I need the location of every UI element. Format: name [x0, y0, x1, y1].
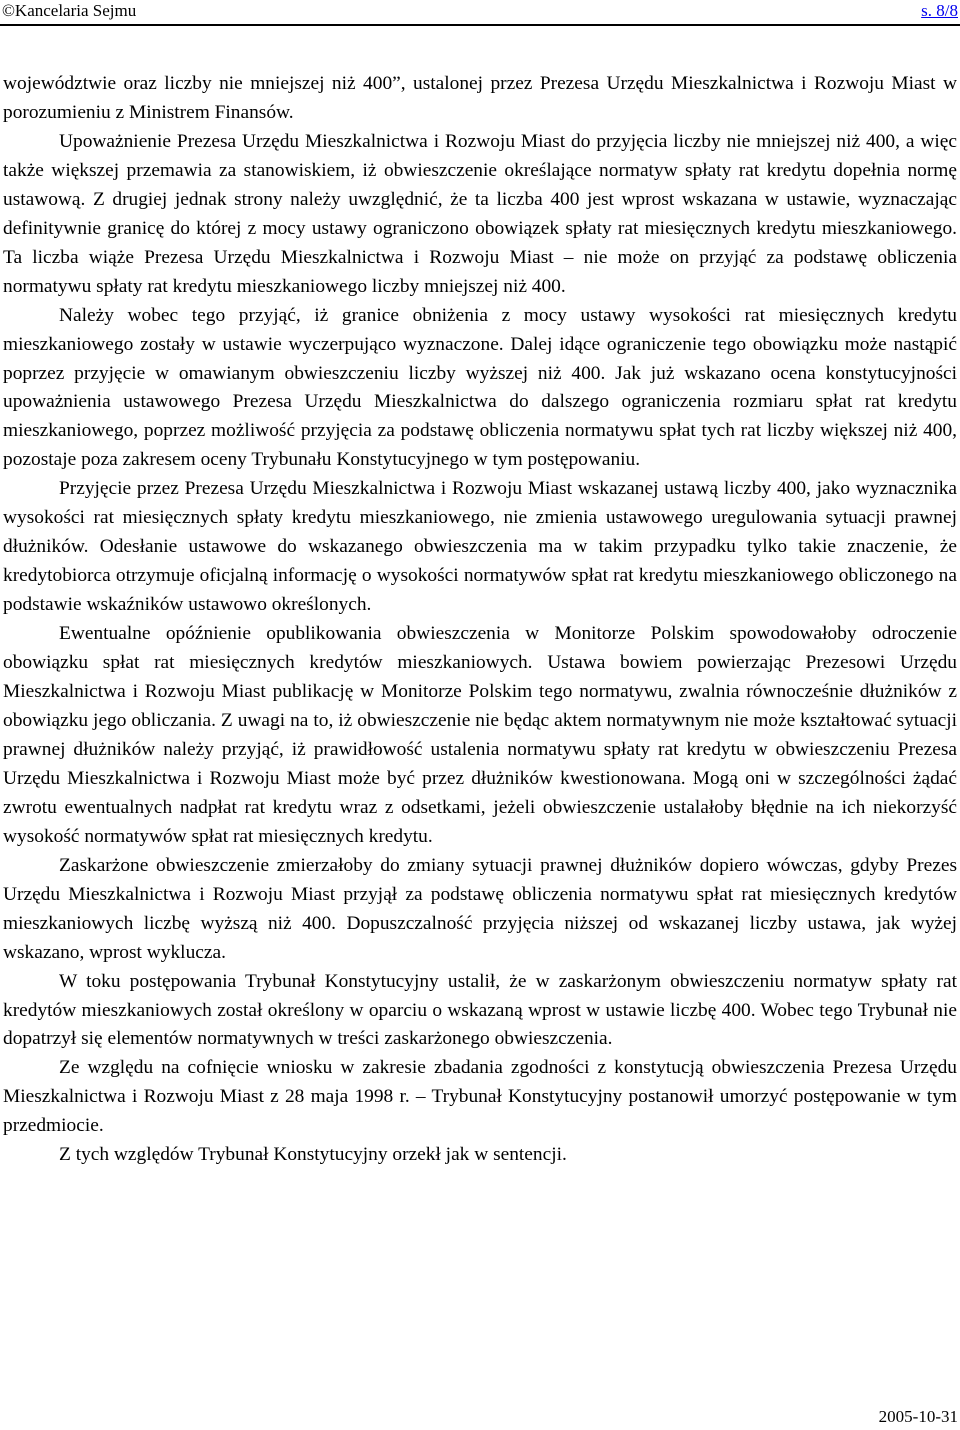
paragraph-7: W toku postępowania Trybunał Konstytucyjny ustalił, że w zaskarżonym obwieszczeniu normatyw spłaty rat kredytów mieszkaniowych został określony w oparciu o wskazaną wprost w ustawie liczbę 400. Wobec tego Trybunał nie dopatrzył się elementów normatywnych w treści zaskarżonego obwieszczenia.	[3, 970, 957, 1050]
header-divider	[0, 24, 960, 26]
paragraph-8: Ze względu na cofnięcie wniosku w zakresie zbadania zgodności z konstytucją obwieszczenia Prezesa Urzędu Mieszkalnictwa i Rozwoju Miast z 28 maja 1998 r. – Trybunał Konstytucyjny postanowił umorzyć postępowanie w tym przedmiocie.	[3, 1057, 957, 1137]
paragraph-6: Zaskarżone obwieszczenie zmierzałoby do zmiany sytuacji prawnej dłużników dopiero wówczas, gdyby Prezes Urzędu Mieszkalnictwa i Rozwoju Miast przyjął za podstawę obliczenia normatywu spłat rat miesięcznych kredytów mieszkaniowych liczbę wyższą niż 400. Dopuszczalność przyjęcia niższej od wskazanej liczby ustawa, jak wyżej wskazano, wprost wyklucza.	[3, 854, 957, 963]
copyright-label: ©Kancelaria Sejmu	[2, 1, 137, 20]
page-number-link[interactable]: s. 8/8	[921, 1, 958, 20]
paragraph-9: Z tych względów Trybunał Konstytucyjny orzekł jak w sentencji.	[59, 1144, 567, 1166]
paragraph-5: Ewentualne opóźnienie opublikowania obwieszczenia w Monitorze Polskim spowodowałoby odroczenie obowiązku spłat rat miesięcznych kredytów mieszkaniowych. Ustawa bowiem powierzając Prezesowi Urzędu Mieszkalnictwa i Rozwoju Miast publikację w Monitorze Polskim tego normatywu, zwalnia równocześnie dłużników z obowiązku jego obliczania. Z uwagi na to, iż obwieszczenie nie będąc aktem normatywnym nie może kształtować sytuacji prawnej dłużników należy przyjąć, iż prawidłowość ustalenia normatywu spłaty rat kredytu w obwieszczeniu Prezesa Urzędu Mieszkalnictwa i Rozwoju Miast może być przez dłużników kwestionowana. Mogą oni w szczególności żądać zwrotu ewentualnych nadpłat rat kredytu wraz z odsetkami, jeżeli obwieszczenie ustalałoby błędnie na ich niekorzyść wysokość normatywów spłat rat miesięcznych kredytu.	[3, 623, 957, 847]
page-header	[0, 0, 960, 22]
paragraph-3: Należy wobec tego przyjąć, iż granice obniżenia z mocy ustawy wysokości rat miesięcznych kredytu mieszkaniowego zostały w ustawie wyczerpująco wyznaczone. Dalej idące ograniczenie tego obowiązku może nastąpić poprzez przyjęcie w omawianym obwieszczeniu liczby wyższej niż 400. Jak już wskazano ocena konstytucyjności upoważnienia ustawowego Prezesa Urzędu Mieszkalnictwa do dalszego ograniczenia rozmiaru spłat rat kredytu mieszkaniowego, poprzez możliwość przyjęcia za podstawę obliczenia normatywu spłat tych rat liczby większej niż 400, pozostaje poza zakresem oceny Trybunału Konstytucyjnego w tym postępowaniu.	[3, 304, 957, 471]
paragraph-2: Upoważnienie Prezesa Urzędu Mieszkalnictwa i Rozwoju Miast do przyjęcia liczby nie mniejszej niż 400, a więc także większej przemawia za stanowiskiem, iż obwieszczenie określające normatyw spłaty rat kredytu dopełnia normę ustawową. Z drugiej jednak strony należy uwzględnić, że ta liczba 400 jest wprost wskazana w ustawie, wyznaczając definitywnie granicę do której z mocy ustawy ograniczono obowiązek spłaty rat miesięcznych kredytu mieszkaniowego. Ta liczba wiąże Prezesa Urzędu Mieszkalnictwa i Rozwoju Miast – nie może on przyjąć za podstawę obliczenia normatywu spłaty rat kredytu mieszkaniowego liczby mniejszej niż 400.	[3, 130, 957, 297]
paragraph-4: Przyjęcie przez Prezesa Urzędu Mieszkalnictwa i Rozwoju Miast wskazanej ustawą liczby 400, jako wyznacznika wysokości rat miesięcznych spłaty kredytu mieszkaniowego, nie zmienia ustawowego uregulowania sytuacji prawnej dłużników. Odesłanie ustawowe do wskazanego obwieszczenia ma w takim przypadku tylko takie znaczenie, że kredytobiorca otrzymuje oficjalną informację o wysokości normatywów spłat rat kredytu mieszkaniowego obliczonego na podstawie wskaźników ustawowo określonych.	[3, 478, 957, 616]
paragraph-1: województwie oraz liczby nie mniejszej niż 400”, ustalonej przez Prezesa Urzędu Mieszkalnictwa i Rozwoju Miast w porozumieniu z Ministrem Finansów.	[3, 73, 957, 123]
document-body	[3, 70, 957, 1170]
footer-date: 2005-10-31	[878, 1407, 958, 1426]
